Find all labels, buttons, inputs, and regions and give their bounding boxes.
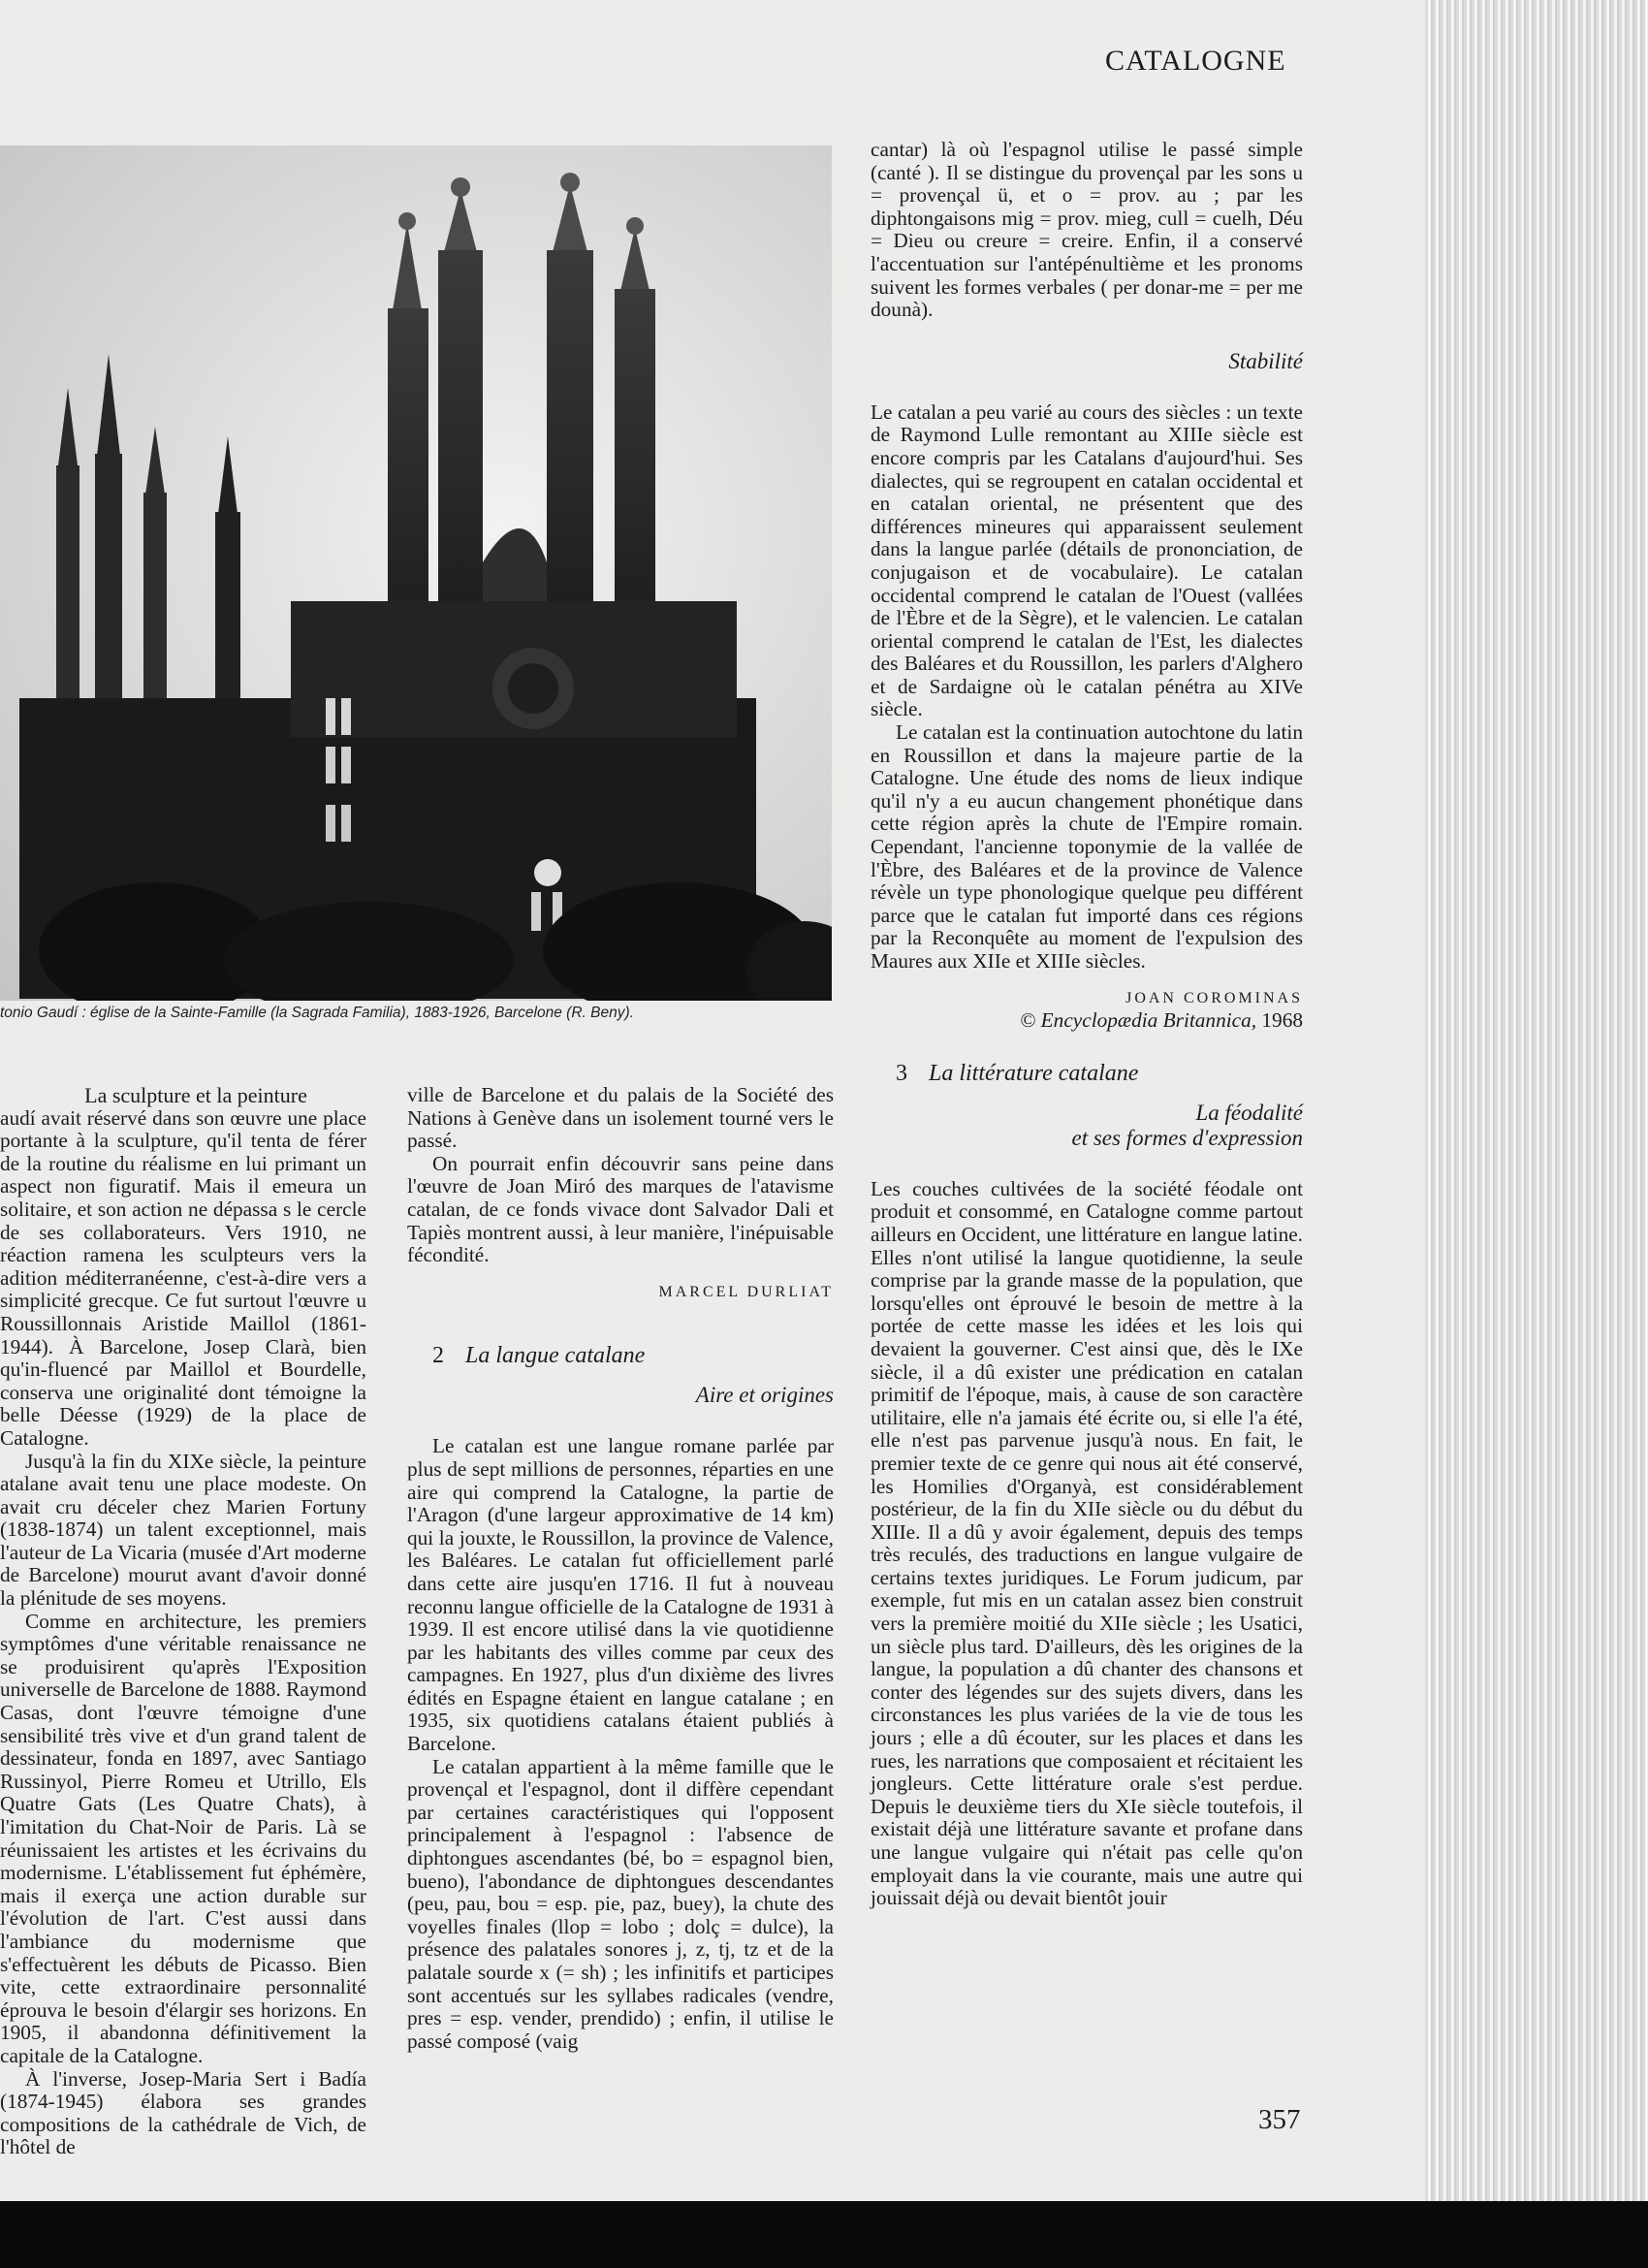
subheading: et ses formes d'expression (1071, 1125, 1303, 1150)
photo-caption: tonio Gaudí : église de la Sainte-Famille (la Sagrada Familia), 1883-1926, Barcelone (R. Beny). (0, 1005, 634, 1021)
subheading: La féodalité (1195, 1100, 1303, 1125)
paragraph: Le catalan est la continuation autochtone du latin en Roussillon et dans la majeure partie de la Catalogne. Une étude des noms de lieux indique qu'il n'y a eu aucun changement phonétique dans cette région après la chute de l'Empire romain. Cependant, l'ancienne toponymie de la vallée de l'Èbre, des Baléares et de la province de Valence révèle un type phonologique quelque peu différent parce que le catalan fut importé dans ces régions par la Reconquête au moment de l'expulsion des Maures aux XIIe et XIIIe siècles. (871, 720, 1303, 973)
paragraph: À l'inverse, Josep-Maria Sert i Badía (1874-1945) élabora ses grandes compositions de la cathédrale de Vich, de l'hôtel de (0, 2066, 366, 2159)
paragraph: Le catalan est une langue romane parlée par plus de sept millions de personnes, réparties en une aire qui comprend la Catalogne, la partie de l'Aragon (d'une largeur approximative de 14 km) qui la jouxte, le Roussillon, la province de Valence, les Baléares. Le catalan fut officiellement parlé dans cette aire jusqu'en 1716. Il fut à nouveau reconnu langue officielle de la Catalogne de 1931 à 1939. Il est encore utilisé dans la vie quotidienne par les habitants des villes comme par ceux des campagnes. En 1927, plus d'un dixième des livres édités en Espagne étaient en langue catalane ; en 1935, six quotidiens catalans étaient publiés à Barcelone. (407, 1434, 834, 1756)
paragraph: Le catalan a peu varié au cours des siècles : un texte de Raymond Lulle remontant au XIIIe siècle est encore compris par les Catalans d'aujourd'hui. Ses dialectes, qui se regroupent en catalan occidental et en catalan oriental, ne présentent que des différences mineures qui apparaissent seulement dans la langue parlée (détails de prononciation, de conjugaison et de vocabulaire). Le catalan occidental comprend le catalan de l'Ouest (vallées de l'Èbre et de la Sègre), et le valencien. Le catalan oriental comprend le catalan de l'Est, les dialectes des Baléares et du Roussillon, les parlers d'Alghero et de Sardaigne où le catalan pénétra au XIVe siècle. (871, 399, 1303, 721)
column-3 (871, 139, 1303, 1910)
section-title (871, 1060, 1303, 1087)
running-head: CATALOGNE (1105, 45, 1286, 77)
author-signature: JOAN COROMINAS (1125, 989, 1303, 1006)
source-year: 1968 (1261, 1008, 1303, 1033)
paragraph: ville de Barcelone et du palais de la Société des Nations à Genève dans un isolement tourné vers le passé. (407, 1083, 834, 1153)
section-title-text: La langue catalane (465, 1343, 646, 1369)
cathedral-silhouette-image (0, 145, 832, 1001)
section-title (407, 1342, 834, 1369)
section-number: 3 (896, 1060, 907, 1086)
subheading: Stabilité (1228, 348, 1303, 373)
section-number: 2 (432, 1343, 444, 1369)
paragraph: audí avait réservé dans son œuvre une place portante à la sculpture, qu'il tenta de férer de la routine du réalisme en lui primant un aspect non figuratif. Mais il emeura un solitaire, et son action ne dépassa s le cercle de ses collaborateurs. Vers 1910, ne réaction ramena les sculpteurs vers la adition méditerranéenne, c'est-à-dire vers a simplicité grecque. Ce fut surtout l'œuvre u Roussillonnais Aristide Maillol (1861-1944). À Barcelone, Josep Clarà, bien qu'in-fluencé par Maillol et Bourdelle, conserva une originalité dont témoigne la belle Déesse (1929) de la place de Catalogne. (0, 1105, 366, 1450)
section-heading: La sculpture et la peinture (84, 1083, 307, 1107)
paragraph: On pourrait enfin découvrir sans peine dans l'œuvre de Joan Miró des marques de l'atavisme catalan, de ce fonds vivace dont Salvador Dali et Tapiès montrent aussi, à leur manière, l'inépuisable fécondité. (407, 1151, 834, 1267)
sagrada-familia-photo (0, 145, 832, 1001)
paragraph: Les couches cultivées de la société féodale ont produit et consommé, en Catalogne comme partout ailleurs en Occident, une littérature en langue latine. Elles n'ont utilisé la langue quotidienne, la seule comprise par la grande masse de la population, que lorsqu'elles ont éprouvé le besoin de mettre à la portée de cette masse les idées et les lois qui devaient la gouverner. C'est ainsi que, dès le IXe siècle, il a dû exister une prédication en catalan primitif de l'époque, mais, à cause de son caractère utilitaire, elle n'a jamais été écrite ou, si elle l'a été, elle n'est pas parvenue jusqu'à nous. En fait, le premier texte de ce genre qui nous ait été conservé, les Homilies d'Organyà, est considérablement postérieur, de la fin du XIIe siècle ou du début du XIIIe. Il a dû y avoir également, depuis des temps très reculés, des traductions en langue vulgaire de certains textes juridiques. Le Forum judicum, par exemple, fut mis en un catalan assez bien construit vers la première moitié du XIIe siècle ; les Usatici, un siècle plus tard. D'ailleurs, dès les origines de la langue, la population a dû chanter des chansons et conter des légendes sur des sujets divers, dans les circonstances les plus variées de la vie de tous les jours ; elle a dû écouter, sur les places et dans les rues, les narrations que composaient et récitaient les jongleurs. Cette littérature orale s'est perdue. Depuis le deuxième tiers du XIe siècle toutefois, il existait déjà une littérature savante et profane dans une langue vulgaire qui n'était pas celle qu'on employait dans la vie courante, mais une autre qui jouissait déjà ou devait bientôt jouir (871, 1176, 1303, 1910)
source-text: © Encyclopædia Britannica, (1020, 1008, 1257, 1033)
paragraph: Comme en architecture, les premiers symptômes d'une véritable renaissance ne se produisirent qu'après l'Exposition universelle de Barcelone de 1888. Raymond Casas, dont l'œuvre témoigne d'une sensibilité très vive et d'un grand talent de dessinateur, fonda en 1897, avec Santiago Russinyol, Pierre Romeu et Utrillo, Els Quatre Gats (Les Quatre Chats), à l'imitation du Chat-Noir de Paris. Là se réunissaient les artistes et les écrivains du modernisme. L'établissement fut éphémère, mais il exerça une action durable sur l'évolution de l'art. C'est aussi dans l'ambiance du modernisme que s'effectuèrent les débuts de Picasso. Bien vite, cette extraordinaire personnalité éprouva le besoin d'élargir ses horizons. En 1905, il abandonna définitivement la capitale de la Catalogne. (0, 1609, 366, 2067)
author-signature: MARCEL DURLIAT (658, 1283, 834, 1300)
paragraph: cantar) là où l'espagnol utilise le passé simple (canté ). Il se distingue du provençal par les sons u = provençal ü, et o = prov. au ; par les diphtongaisons mig = prov. mieg, cull = cuelh, Déu = Dieu ou creure = creire. Enfin, il a conservé l'accentuation sur l'antépénultième et les pronoms suivent les formes verbales ( per donar-me = per me dounà). (871, 138, 1303, 322)
page-number: 357 (1258, 2104, 1301, 2135)
section-title-text: La littérature catalane (929, 1060, 1139, 1086)
source-credit (871, 1009, 1303, 1033)
paragraph: Le catalan appartient à la même famille que le provençal et l'espagnol, dont il diffère cependant par certaines caractéristiques qui l'opposent principalement à l'espagnol : l'absence de diphtongues ascendantes (bé, bo = espagnol bien, bueno), l'abondance de diphtongues descendantes (peu, pau, bou = esp. pie, paz, buey), la chute des voyelles finales (llop = lobo ; dolç = dulce), la présence des palatales sonores j, z, tj, tz et de la palatale sourde x (= sh) ; les infinitifs et participes sont accentués sur les syllabes radicales (vendre, pres = esp. vender, prendido) ; enfin, il utilise le passé composé (vaig (407, 1754, 834, 2053)
page-edges (1425, 0, 1648, 2201)
subheading: Aire et origines (695, 1383, 834, 1408)
paragraph: Jusqu'à la fin du XIXe siècle, la peinture atalane avait tenu une place modeste. On avait cru déceler chez Marien Fortuny (1838-1874) un talent exceptionnel, mais l'auteur de La Vicaria (musée d'Art moderne de Barcelone) mourut avant d'avoir donné la plénitude de ses moyens. (0, 1449, 366, 1611)
column-2 (407, 1084, 834, 2053)
column-1 (0, 1084, 366, 2159)
binding-shadow (0, 2201, 1648, 2268)
